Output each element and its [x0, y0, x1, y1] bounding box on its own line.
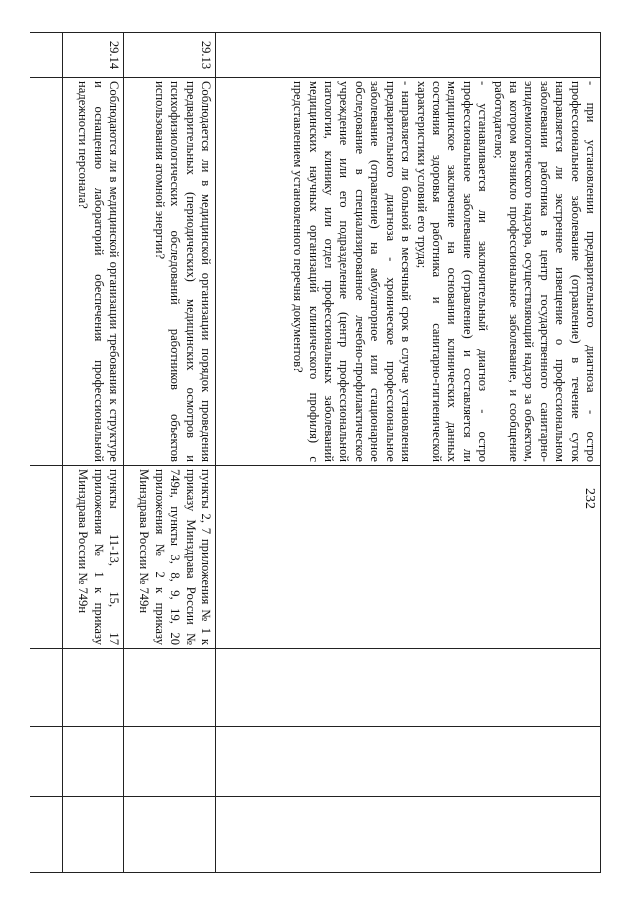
answer-cell-no — [124, 727, 216, 797]
requirement-cell — [216, 78, 601, 466]
answer-cell-no — [216, 727, 601, 797]
empty-cell — [31, 33, 63, 78]
legal-reference-cell: пункты 11-13, 15, 17 приложения № 1 к приказу Минздрава России № 749н — [63, 466, 124, 649]
answer-cell-na — [124, 797, 216, 873]
table-row — [216, 33, 601, 873]
requirement-paragraph: - направляется ли больной в месячный срок в случае установления предварительного диагноза - хроническое профессиональное заболевание (отравление) на амбулаторное или стационарное обследование в специализированное лечебно-профилактическое учреждение или его подразделение (центр профессиональной патологии, клинику или отдел профессиональных заболеваний медицинских научных организаций клинического профиля) с представлением установленного перечня документов? — [291, 81, 414, 462]
table-row — [63, 33, 124, 873]
answer-cell-no — [63, 727, 124, 797]
empty-cell — [31, 727, 63, 797]
answer-cell-na — [216, 797, 601, 873]
requirement-cell — [124, 78, 216, 466]
answer-cell-yes — [216, 649, 601, 727]
answer-cell-na — [63, 797, 124, 873]
requirement-paragraph: Соблюдается ли в медицинской организации порядок проведения предварительных (периодических) медицинских осмотров и психофизиологических обследований работников объектов использования атомной энергии? — [152, 81, 213, 462]
empty-cell — [31, 466, 63, 649]
item-number: 29.14 — [63, 33, 124, 78]
item-number: 29.13 — [124, 33, 216, 78]
requirement-paragraph: - устанавливается ли заключительный диагноз - остро профессиональное заболевание (отравление) и составляется ли медицинское заключение на основании клинических данных состояния здоровья работника и санитарно-гигиенической характеристики условий его труда; — [414, 81, 491, 462]
table-row-empty — [31, 33, 63, 873]
rotated-page-content — [41, 32, 601, 872]
requirement-cell — [63, 78, 124, 466]
table-row — [124, 33, 216, 873]
legal-reference-cell: пункты 2, 7 приложения № 1 к приказу Минздрава России № 749н, пункты 3, 8, 9, 19, 20 приложения № 2 к приказу Минздрава России № 749н — [124, 466, 216, 649]
answer-cell-yes — [124, 649, 216, 727]
legal-reference-cell — [216, 466, 601, 649]
requirement-paragraph: Соблюдаются ли в медицинской организации требования к структуре и оснащению лабораторий обеспечения профессиональной надежности персонала? — [76, 81, 121, 462]
empty-cell — [31, 649, 63, 727]
empty-cell — [31, 797, 63, 873]
checklist-table — [31, 32, 602, 873]
requirement-paragraph: - при установлении предварительного диагноза - остро профессиональное заболевание (отравление) в течение суток направляется ли экстренное извещение о профессиональном заболевании работника в центр государственного санитарно-эпидемиологического надзора, осуществляющий надзор за объектом, на котором возникло профессиональное заболевание, и сообщение работодателю; — [491, 81, 598, 462]
empty-cell — [31, 78, 63, 466]
answer-cell-yes — [63, 649, 124, 727]
item-number — [216, 33, 601, 78]
page-number: 232 — [582, 488, 597, 509]
